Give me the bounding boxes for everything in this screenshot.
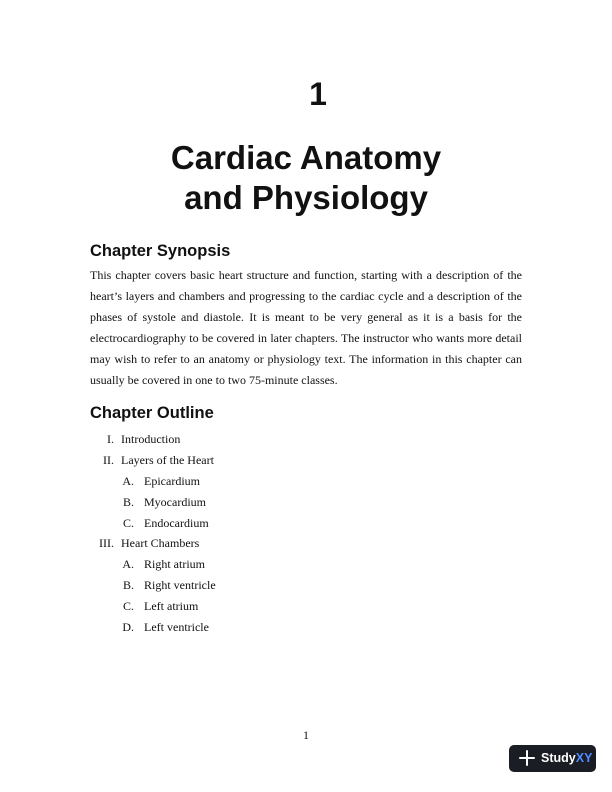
outline-item [90, 533, 530, 554]
outline-subitem-letter: C. [122, 599, 134, 614]
badge-brand [541, 751, 592, 766]
outline-item-number: II. [103, 452, 114, 467]
outline-subitem-text: Myocardium [144, 494, 206, 509]
studyxy-badge[interactable] [509, 745, 596, 772]
badge-brand-accent: XY [575, 751, 593, 765]
outline-item-number: I. [107, 432, 114, 446]
outline-subitem [90, 513, 530, 534]
page-number: 1 [303, 728, 309, 742]
outline-subitem [90, 617, 530, 638]
outline-item-text: Introduction [121, 432, 181, 446]
outline-subitem-letter: C. [122, 515, 134, 530]
outline-subitem-letter: B. [122, 578, 134, 593]
outline-subitem-text: Right atrium [144, 557, 205, 572]
outline-heading: Chapter Outline [90, 404, 214, 422]
outline-subitem-text: Epicardium [144, 473, 200, 488]
plus-icon [519, 750, 535, 766]
outline-item [90, 429, 530, 450]
outline-subitem-letter: A. [122, 473, 134, 488]
outline-subitem-text: Endocardium [144, 515, 209, 530]
outline-subitem [90, 554, 530, 575]
outline-subitem-letter: B. [122, 494, 134, 509]
outline-item-number: III. [99, 536, 114, 551]
outline-item [90, 450, 530, 471]
outline-subitem [90, 596, 530, 617]
outline-subitem-letter: A. [122, 557, 134, 572]
outline-subitem-letter: D. [122, 620, 134, 635]
outline-item-text: Layers of the Heart [121, 452, 214, 467]
outline-subitem [90, 471, 530, 492]
synopsis-heading: Chapter Synopsis [90, 242, 231, 260]
chapter-title [0, 138, 612, 218]
synopsis-paragraph: This chapter covers basic heart structure and function, starting with a description of the heart’s layers and chambers and progressing to the cardiac cycle and a description of the phases of systole and diastole. It is meant to be very general as it is a basis for the electrocardiography to be covered in later chapters. The instructor who wants more detail may wish to refer to an anatomy or physiology text. The information in this chapter can usually be covered in one to two 75-minute classes. [90, 268, 522, 387]
outline-item-text: Heart Chambers [121, 536, 200, 551]
chapter-outline [90, 429, 530, 638]
outline-subitem-text: Right ventricle [144, 578, 216, 593]
chapter-title-line-1: Cardiac Anatomy [170, 139, 442, 176]
chapter-title-line-2: and Physiology [184, 179, 428, 216]
chapter-number: 1 [309, 76, 327, 112]
outline-subitem-text: Left ventricle [144, 620, 209, 635]
outline-subitem [90, 492, 530, 513]
badge-brand-name: Study [541, 751, 576, 765]
outline-subitem [90, 575, 530, 596]
outline-subitem-text: Left atrium [144, 599, 199, 614]
